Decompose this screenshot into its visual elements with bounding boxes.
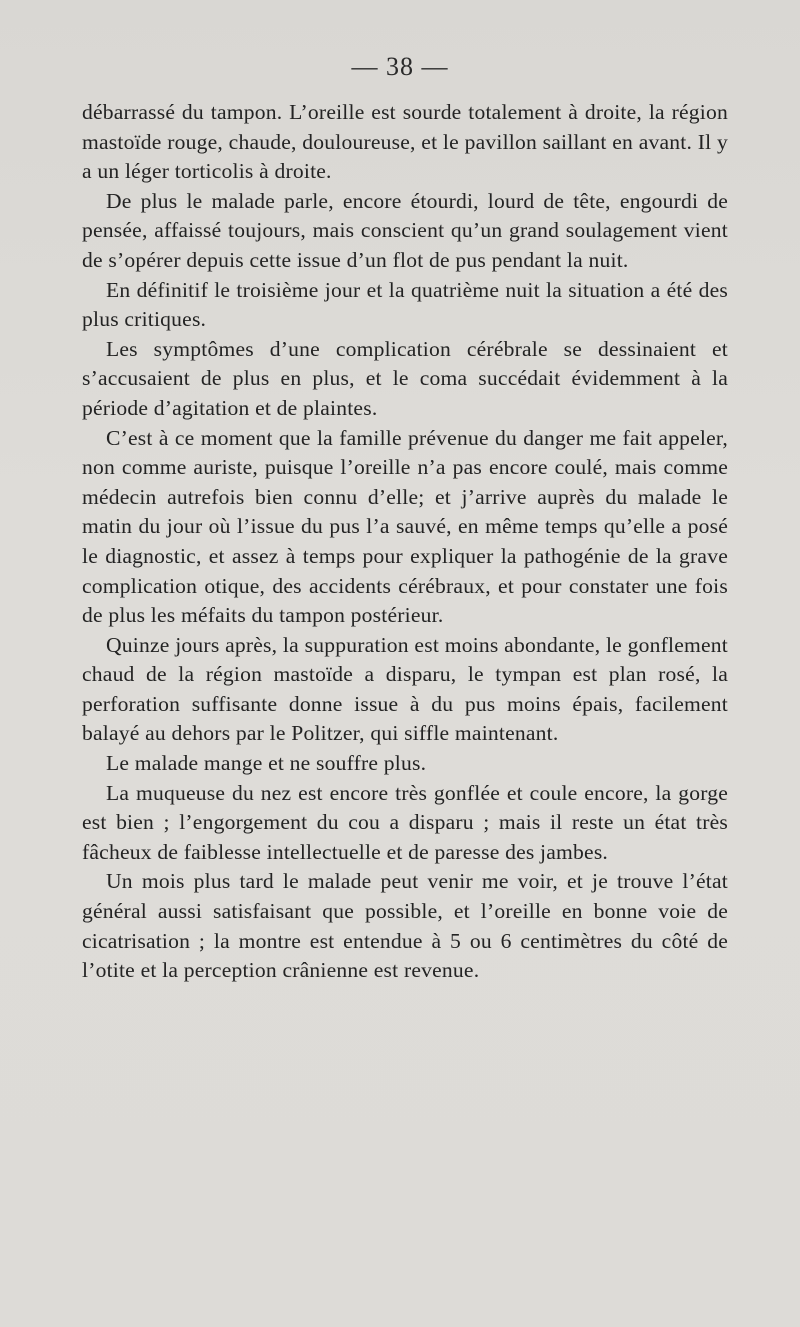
page-number: — 38 — <box>351 52 449 81</box>
paragraph: La muqueuse du nez est encore très gonflée et coule encore, la gorge est bien ; l’engorgement du cou a disparu ; mais il reste un état très fâcheux de faiblesse intellectuelle et de paresse des jambes. <box>82 780 728 864</box>
paragraph: Les symptômes d’une complication cérébrale se dessinaient et s’accusaient de plus en plus, et le coma succédait évidemment à la période d’agitation et de plaintes. <box>82 336 728 420</box>
paragraph: Un mois plus tard le malade peut venir me voir, et je trouve l’état général aussi satisfaisant que possible, et l’oreille en bonne voie de cicatrisation ; la montre est entendue à 5 ou 6 centimètres du côté de l’otite et la perception crânienne est revenue. <box>82 869 728 983</box>
paragraph-continued: débarrassé du tampon. L’oreille est sourde totalement à droite, la région mastoïde rouge, chaude, douloureuse, et le pavillon saillant en avant. Il y a un léger torticolis à droite. <box>82 100 728 184</box>
body-text <box>82 98 728 986</box>
paragraph: C’est à ce moment que la famille prévenue du danger me fait appeler, non comme auriste, puisque l’oreille n’a pas encore coulé, mais comme médecin autrefois bien connu d’elle; et j’arrive auprès du malade le matin du jour où l’issue du pus l’a sauvé, en même temps qu’elle a posé le diagnostic, et assez à temps pour expliquer la pathogénie de la grave complication otique, des accidents cérébraux, et pour constater une fois de plus les méfaits du tampon postérieur. <box>82 425 728 628</box>
paragraph: Quinze jours après, la suppuration est moins abondante, le gonflement chaud de la région mastoïde a disparu, le tympan est plan rosé, la perforation suffisante donne issue à du pus moins épais, facilement balayé au dehors par le Politzer, qui siffle maintenant. <box>82 632 728 746</box>
paragraph: En définitif le troisième jour et la quatrième nuit la situation a été des plus critiques. <box>82 277 728 332</box>
paragraph: Le malade mange et ne souffre plus. <box>106 751 427 776</box>
paragraph: De plus le malade parle, encore étourdi, lourd de tête, engourdi de pensée, affaissé toujours, mais conscient qu’un grand soulagement vient de s’opérer depuis cette issue d’un flot de pus pendant la nuit. <box>82 188 728 272</box>
